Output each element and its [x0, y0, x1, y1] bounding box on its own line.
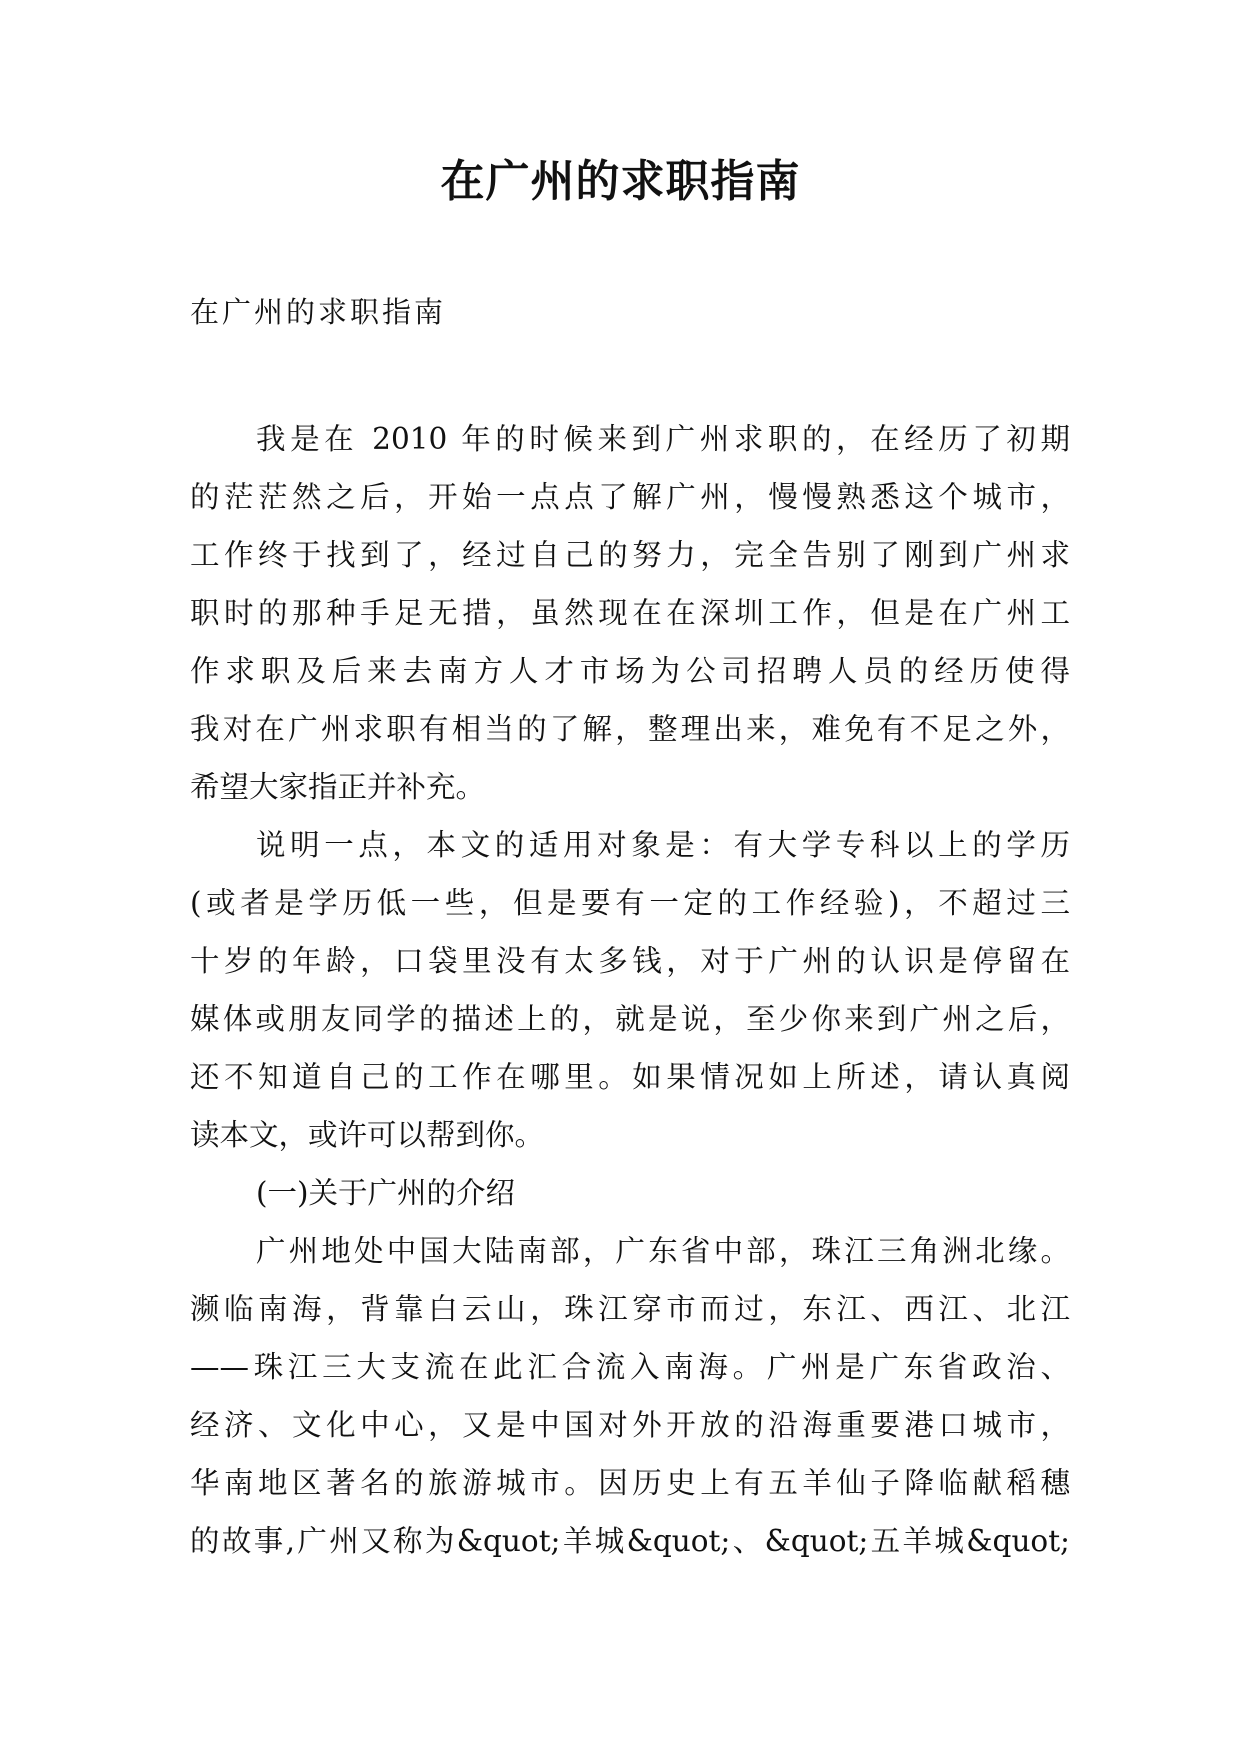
body-text-line: 说明一点，本文的适用对象是：有大学专科以上的学历 [256, 828, 1070, 862]
body-text-line: 我对在广州求职有相当的了解，整理出来，难免有不足之外， [190, 712, 1070, 746]
body-text-line: 希望大家指正并补充。 [190, 770, 486, 804]
document-title: 在广州的求职指南 [440, 156, 801, 207]
body-text-line: 职时的那种手足无措，虽然现在在深圳工作，但是在广州工 [190, 596, 1070, 630]
body-text-line: 濒临南海，背靠白云山，珠江穿市而过，东江、西江、北江 [190, 1292, 1070, 1326]
body-text-line: 作求职及后来去南方人才市场为公司招聘人员的经历使得 [190, 654, 1070, 688]
body-text-line: 华南地区著名的旅游城市。因历史上有五羊仙子降临献稻穗 [190, 1466, 1070, 1500]
body-text-line: 媒体或朋友同学的描述上的，就是说，至少你来到广州之后， [190, 1002, 1070, 1036]
body-text-line: ——珠江三大支流在此汇合流入南海。广州是广东省政治、 [190, 1350, 1070, 1384]
document-subtitle: 在广州的求职指南 [190, 295, 447, 329]
body-text-line: 经济、文化中心，又是中国对外开放的沿海重要港口城市， [190, 1408, 1070, 1442]
body-text-line: 的茫茫然之后，开始一点点了解广州，慢慢熟悉这个城市， [190, 480, 1070, 514]
body-text-line: (或者是学历低一些，但是要有一定的工作经验)，不超过三 [190, 886, 1070, 920]
body-text-line: 读本文，或许可以帮到你。 [190, 1118, 545, 1152]
body-text-line: 还不知道自己的工作在哪里。如果情况如上所述，请认真阅 [190, 1060, 1070, 1094]
body-text-line: 工作终于找到了，经过自己的努力，完全告别了刚到广州求 [190, 538, 1070, 572]
body-text-line: (一)关于广州的介绍 [256, 1176, 516, 1210]
document-body [190, 410, 1070, 1570]
body-text-line: 我是在 2010 年的时候来到广州求职的，在经历了初期 [256, 422, 1070, 456]
body-text-line: 的故事,广州又称为&quot;羊城&quot;、&quot;五羊城&quot; [190, 1524, 1070, 1558]
body-text-line: 广州地处中国大陆南部，广东省中部，珠江三角洲北缘。 [256, 1234, 1070, 1268]
body-text-line: 十岁的年龄，口袋里没有太多钱，对于广州的认识是停留在 [190, 944, 1070, 978]
